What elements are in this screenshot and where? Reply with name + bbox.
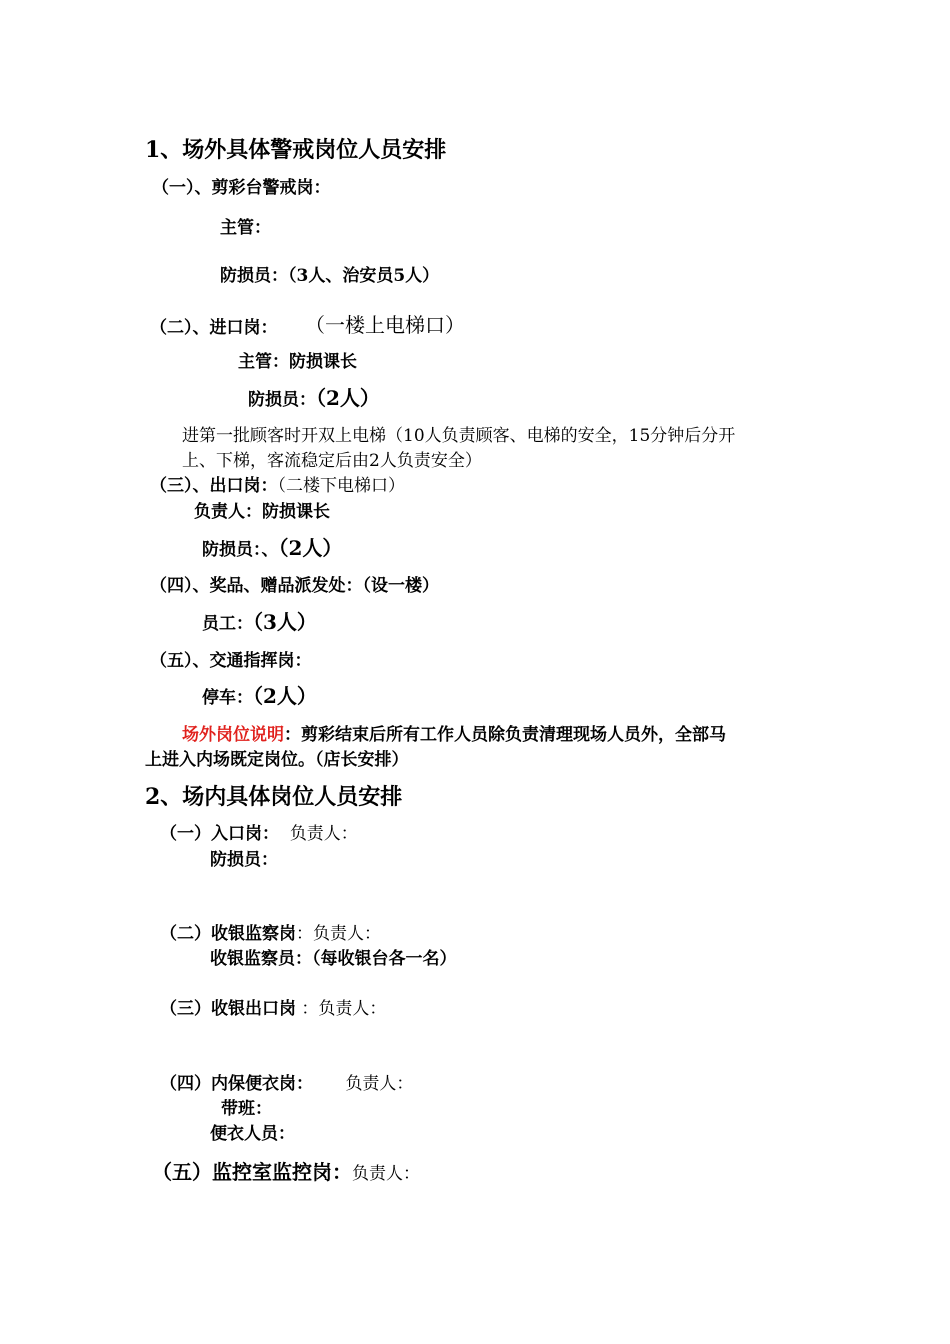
- post5-parking-count: （2人）: [253, 684, 317, 708]
- post3-guards-line: [202, 536, 342, 560]
- post3-guards-label: 防损员：、: [202, 540, 279, 560]
- s2-post4-plainclothes: 便衣人员：: [210, 1124, 295, 1144]
- section1-title: 1、场外具体警戒岗位人员安排: [145, 137, 447, 163]
- explain-line2: 上进入内场既定岗位。（店长安排）: [145, 750, 409, 770]
- s2-post2-heading: （二）收银监察岗: [160, 924, 296, 944]
- s2-post4-line: [160, 1074, 413, 1094]
- s2-post5-line: [152, 1160, 420, 1184]
- post5-parking-line: [202, 684, 317, 708]
- s2-post5-person: 负责人：: [352, 1164, 420, 1184]
- s2-post4-person: 负责人：: [345, 1074, 414, 1094]
- post2-guards-line: [248, 386, 380, 410]
- post2-location: （一楼上电梯口）: [305, 313, 465, 337]
- post2-supervisor: 主管：防损课长: [238, 352, 357, 372]
- post3-guards-count: （2人）: [278, 536, 343, 560]
- explain-text1: ：剪彩结束后所有工作人员除负责清理现场人员外，全部马: [284, 725, 726, 745]
- s2-post4-shift: 带班：: [221, 1099, 272, 1119]
- s2-post2-inspectors: 收银监察员：（每收银台各一名）: [210, 949, 457, 969]
- post4-staff-label: 员工：: [202, 614, 253, 634]
- s2-post3-heading: （三）收银出口岗: [160, 999, 296, 1019]
- post4-heading: （四）、奖品、赠品派发处：（设一楼）: [150, 576, 439, 596]
- s2-post1-person: 负责人：: [289, 824, 358, 844]
- s2-post1-heading: （一）入口岗：: [160, 824, 279, 844]
- post2-guards-label: 防损员：: [248, 390, 316, 410]
- post1-heading: （一）、剪彩台警戒岗：: [152, 178, 331, 198]
- post2-guards-count: （2人）: [316, 386, 380, 410]
- post2-heading: （二）、进口岗：: [150, 318, 278, 338]
- s2-post3-person: ：负责人：: [301, 999, 387, 1019]
- post3-person: 负责人：防损课长: [194, 502, 330, 522]
- explain-line1: [182, 725, 726, 745]
- s2-post5-heading: （五）监控室监控岗：: [152, 1160, 352, 1184]
- post4-staff-count: （3人）: [253, 610, 317, 634]
- post1-guards: 防损员：（3人、治安员5人）: [220, 266, 440, 286]
- post1-supervisor: 主管：: [220, 218, 271, 238]
- post5-parking-label: 停车：: [202, 688, 253, 708]
- s2-post4-heading: （四）内保便衣岗：: [160, 1074, 313, 1094]
- s2-post2-person: ：负责人：: [296, 924, 381, 944]
- s2-post1-line: [160, 824, 358, 844]
- post5-heading: （五）、交通指挥岗：: [150, 651, 312, 671]
- explain-label: 场外岗位说明: [182, 725, 284, 745]
- post2-note-line2: 上、下梯，客流稳定后由2人负责安全）: [182, 451, 482, 471]
- s2-post1-guards: 防损员：: [210, 850, 278, 870]
- post4-staff-line: [202, 610, 317, 634]
- post3-heading-line: [150, 476, 405, 496]
- post2-note-line1: 进第一批顾客时开双上电梯（10人负责顾客、电梯的安全，15分钟后分开: [182, 426, 736, 446]
- section2-title: 2、场内具体岗位人员安排: [145, 784, 403, 810]
- s2-post3-line: [160, 999, 386, 1019]
- post3-location: （二楼下电梯口）: [277, 476, 405, 496]
- post3-heading: （三）、出口岗：: [150, 476, 278, 496]
- s2-post2-line: [160, 924, 381, 944]
